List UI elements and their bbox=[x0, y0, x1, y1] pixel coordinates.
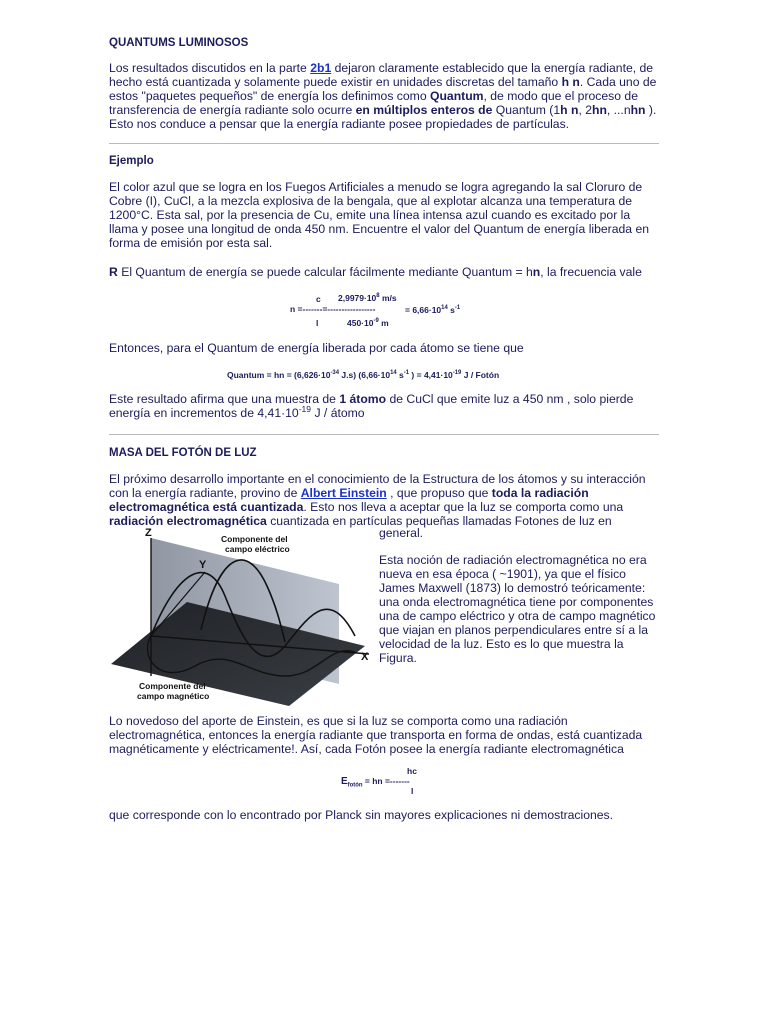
general-word: general. bbox=[379, 526, 424, 540]
formula-c: c bbox=[316, 294, 321, 304]
text: Este resultado afirma que una muestra de bbox=[109, 392, 340, 406]
divider bbox=[109, 143, 659, 144]
text: , que propuso que bbox=[386, 486, 492, 500]
text: , 2 bbox=[578, 103, 592, 117]
magnetic-label-1: Componente del bbox=[139, 681, 206, 691]
bold-text: Quantum bbox=[430, 89, 484, 103]
result-paragraph bbox=[109, 392, 659, 420]
formula-lambda: l bbox=[411, 786, 414, 796]
photon-energy-formula bbox=[109, 764, 659, 800]
text: El color azul que se logra en los Fuegos Artificiales a menudo se logra agregando la sal Cloruro de Cobre (I), CuCl, a la mezcla explosiva de la bengala, que al explotar alcanza una temperatura de 1200°C. Esta sal, por la presencia de Cu, emite una línea intensa azul cuando es excitado por la llama y posee una longitud de onda 450 nm. Encuentre el valor del Quantum de energía liberada en forma de emisión por esta sal. bbox=[109, 180, 649, 250]
section-title: QUANTUMS LUMINOSOS bbox=[109, 37, 249, 49]
formula-lhs: $E_{fotón}$ = hn =------- bbox=[341, 776, 410, 789]
text: . Cada uno de estos "paquetes pequeños" de energía los definimos como bbox=[109, 75, 657, 103]
formula-hc: hc bbox=[407, 766, 417, 776]
bold-text: h n bbox=[561, 75, 580, 89]
section-title: Ejemplo bbox=[109, 155, 154, 167]
bold-text: hn bbox=[592, 103, 607, 117]
bold-text: en múltiplos enteros de bbox=[355, 103, 493, 117]
section-photon-mass bbox=[109, 447, 659, 459]
text: . Esto nos lleva a aceptar que la luz se comporta como una bbox=[303, 500, 624, 514]
section-quantums bbox=[109, 37, 659, 49]
bold-text: 1 átomo bbox=[339, 392, 387, 406]
nu-symbol: n bbox=[532, 265, 541, 279]
bold-text: h n bbox=[560, 103, 579, 117]
formula-result: = $6,66\cdot 10^{14}$ $s^{-1}$ bbox=[405, 305, 461, 315]
answer-label: R bbox=[109, 265, 118, 279]
section-title: MASA DEL FOTÓN DE LUZ bbox=[109, 447, 257, 459]
exponent: -19 bbox=[298, 403, 312, 414]
magnetic-label-2: campo magnético bbox=[137, 691, 210, 701]
x-label: X bbox=[361, 651, 369, 663]
text: , de modo que el proceso de transferencia de energía radiante solo ocurre bbox=[109, 89, 638, 117]
einstein-paragraph bbox=[109, 472, 659, 528]
then-line bbox=[109, 341, 659, 355]
quantum-formula: Quantum = hn = ($6,626\cdot 10^{-34}$ J.s) ($6,66\cdot 10^{14}$ $s^{-1}$ ) = $4,41\cdot 10^{-19}$ J / Fotón bbox=[227, 370, 500, 380]
text: El próximo desarrollo importante en el conocimiento de la Estructura de los átomos y su interacción con la energía radiante, provino de bbox=[109, 472, 646, 500]
answer-line bbox=[109, 265, 659, 279]
formula-lambda: l bbox=[316, 318, 319, 328]
maxwell-paragraph: Esta noción de radiación electromagnética no era nueva en esa época ( ~1901), ya que el físico James Maxwell (1873) lo demostró teóricamente: una onda electromagnética tiene por componentes una de campo eléctrico y otra de campo magnético que viajan en planos perpendiculares entre sí a la velocidad de la luz. Esto es lo que muestra la Figura. bbox=[379, 553, 656, 665]
text: , ...n bbox=[606, 103, 631, 117]
text: cuantizada en partículas pequeñas llamadas Fotones de luz en bbox=[266, 514, 612, 528]
link-2b1[interactable]: 2b1 bbox=[310, 61, 332, 75]
text: , la frecuencia vale bbox=[540, 265, 642, 279]
text: dejaron claramente establecido que la energía radiante, de hecho está cuantizada y solamente puede existir en unidades discretas del tamaño bbox=[109, 61, 654, 89]
link-albert-einstein[interactable]: Albert Einstein bbox=[300, 486, 387, 500]
divider bbox=[109, 434, 659, 435]
example-paragraph bbox=[109, 180, 659, 250]
text: de CuCl que emite luz a 450 nm , solo pierde energía en incrementos de 4,41·10 bbox=[109, 392, 634, 420]
electric-label-1: Componente del bbox=[221, 534, 288, 544]
formula-denominator: $450\cdot 10^{-9}$ m bbox=[347, 318, 389, 328]
electric-label-2: campo eléctrico bbox=[225, 544, 290, 554]
formula-lhs: n =-------=----------------- bbox=[290, 304, 376, 314]
bold-text: toda la radiación electromagnética está cuantizada bbox=[109, 486, 589, 514]
text: Los resultados discutidos en la parte bbox=[109, 61, 311, 75]
bold-text: hn bbox=[630, 103, 646, 117]
text: J / átomo bbox=[311, 406, 365, 420]
final-paragraph: que corresponde con lo encontrado por Planck sin mayores explicaciones ni demostraciones. bbox=[109, 808, 614, 822]
text: Quantum (1 bbox=[492, 103, 561, 117]
z-label: Z bbox=[145, 527, 152, 539]
y-label: Y bbox=[199, 559, 207, 571]
novel-paragraph: Lo novedoso del aporte de Einstein, es que si la luz se comporta como una radiación electromagnética, entonces la energía radiante que transporta en forma de ondas, está cuantizada magnéticamente y eléctricamente!. Así, cada Fotón posee la energía radiante electromagnética bbox=[109, 714, 643, 756]
bold-text: radiación electromagnética bbox=[109, 514, 267, 528]
em-wave-illustration bbox=[109, 526, 371, 706]
text: ). Esto nos conduce a pensar que la energía radiante posee propiedades de partículas. bbox=[109, 103, 657, 131]
text: Entonces, para el Quantum de energía liberada por cada átomo se tiene que bbox=[109, 341, 524, 355]
text: El Quantum de energía se puede calcular fácilmente mediante Quantum = h bbox=[117, 265, 533, 279]
em-wave-figure bbox=[109, 526, 371, 706]
section-example bbox=[109, 155, 659, 167]
formula-numerator: $2,9979\cdot 10^8$ m/s bbox=[338, 293, 397, 303]
intro-paragraph bbox=[109, 61, 659, 131]
frequency-formula bbox=[109, 290, 659, 332]
